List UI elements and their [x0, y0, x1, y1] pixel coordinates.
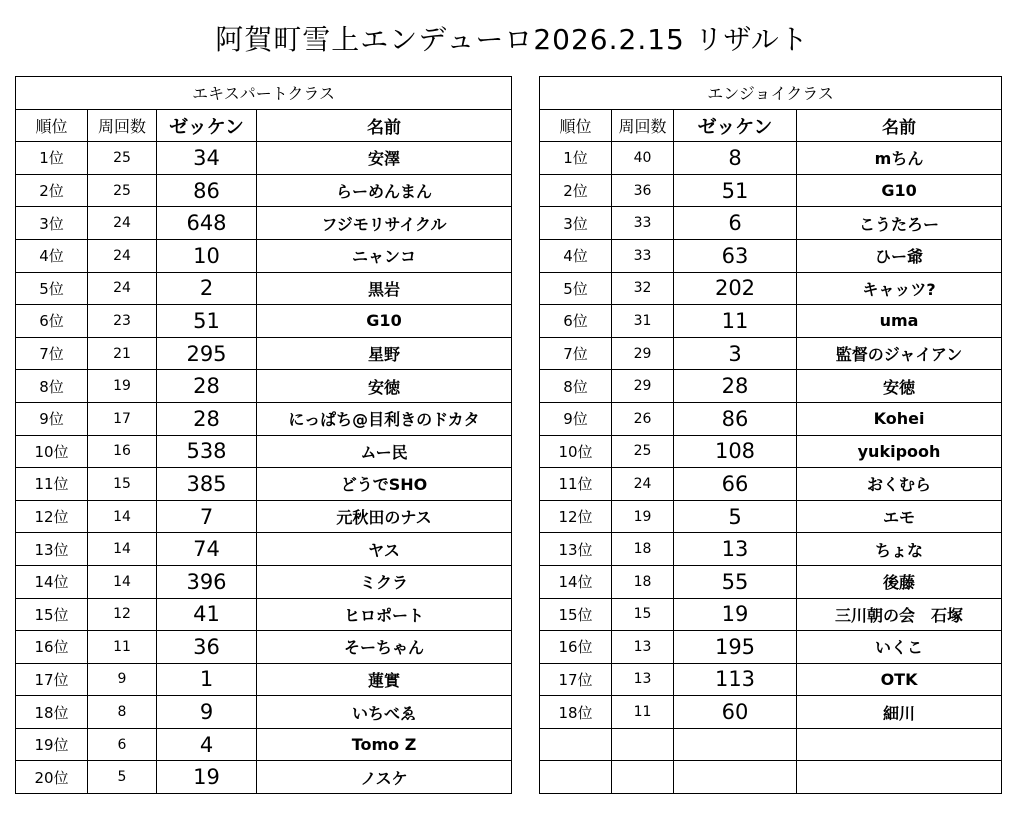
rank-cell: [540, 728, 612, 761]
number-cell: 113: [674, 663, 797, 696]
result-row: [16, 533, 512, 566]
laps-cell: 19: [88, 370, 157, 403]
number-cell: 202: [674, 272, 797, 305]
number-cell: 11: [674, 305, 797, 338]
result-row: [16, 696, 512, 729]
number-cell: 74: [157, 533, 257, 566]
rank-cell: 6位: [540, 305, 612, 338]
rank-cell: 20位: [16, 761, 88, 794]
result-row: [16, 370, 512, 403]
result-row: [16, 631, 512, 664]
number-cell: 55: [674, 565, 797, 598]
rank-cell: 15位: [540, 598, 612, 631]
header-name: 名前: [797, 109, 1002, 142]
number-cell: 13: [674, 533, 797, 566]
laps-cell: 15: [612, 598, 674, 631]
laps-cell: 6: [88, 728, 157, 761]
number-cell: 295: [157, 337, 257, 370]
number-cell: 41: [157, 598, 257, 631]
name-cell: 蓮實: [257, 663, 512, 696]
name-cell: ムー民: [257, 435, 512, 468]
result-row: [540, 402, 1002, 435]
name-cell: mちん: [797, 142, 1002, 175]
number-cell: 385: [157, 468, 257, 501]
rank-cell: 19位: [16, 728, 88, 761]
laps-cell: 11: [88, 631, 157, 664]
laps-cell: 16: [88, 435, 157, 468]
rank-cell: 8位: [540, 370, 612, 403]
enjoy-results-table: [539, 76, 1002, 794]
name-cell: yukipooh: [797, 435, 1002, 468]
result-row: [540, 468, 1002, 501]
laps-cell: 31: [612, 305, 674, 338]
rank-cell: 12位: [16, 500, 88, 533]
laps-cell: 24: [88, 272, 157, 305]
laps-cell: 24: [88, 207, 157, 240]
name-cell: 元秋田のナス: [257, 500, 512, 533]
name-cell: ちょな: [797, 533, 1002, 566]
result-row: [16, 728, 512, 761]
name-cell: OTK: [797, 663, 1002, 696]
rank-cell: 9位: [540, 402, 612, 435]
header-name: 名前: [257, 109, 512, 142]
name-cell: ヤス: [257, 533, 512, 566]
result-row: [16, 435, 512, 468]
laps-cell: 8: [88, 696, 157, 729]
name-cell: どうでSHO: [257, 468, 512, 501]
header-number: ゼッケン: [674, 109, 797, 142]
number-cell: 2: [157, 272, 257, 305]
laps-cell: 18: [612, 565, 674, 598]
rank-cell: 18位: [16, 696, 88, 729]
rank-cell: 7位: [16, 337, 88, 370]
number-cell: 6: [674, 207, 797, 240]
empty-row: [540, 728, 1002, 761]
rank-cell: [540, 761, 612, 794]
name-cell: らーめんまん: [257, 174, 512, 207]
laps-cell: 5: [88, 761, 157, 794]
result-row: [540, 142, 1002, 175]
rank-cell: 14位: [16, 565, 88, 598]
header-laps: 周回数: [88, 109, 157, 142]
laps-cell: 40: [612, 142, 674, 175]
result-row: [540, 663, 1002, 696]
rank-cell: 3位: [540, 207, 612, 240]
rank-cell: 17位: [540, 663, 612, 696]
result-row: [16, 142, 512, 175]
name-cell: 細川: [797, 696, 1002, 729]
laps-cell: 32: [612, 272, 674, 305]
result-row: [16, 598, 512, 631]
laps-cell: 23: [88, 305, 157, 338]
rank-cell: 15位: [16, 598, 88, 631]
rank-cell: 4位: [540, 239, 612, 272]
laps-cell: 26: [612, 402, 674, 435]
number-cell: 28: [674, 370, 797, 403]
result-row: [16, 272, 512, 305]
name-cell: ノスケ: [257, 761, 512, 794]
laps-cell: 17: [88, 402, 157, 435]
name-cell: 星野: [257, 337, 512, 370]
laps-cell: 13: [612, 631, 674, 664]
number-cell: 5: [674, 500, 797, 533]
rank-cell: 13位: [16, 533, 88, 566]
name-cell: エモ: [797, 500, 1002, 533]
name-cell: こうたろー: [797, 207, 1002, 240]
laps-cell: 29: [612, 370, 674, 403]
result-row: [16, 337, 512, 370]
number-cell: 195: [674, 631, 797, 664]
result-row: [540, 500, 1002, 533]
name-cell: ニャンコ: [257, 239, 512, 272]
rank-cell: 13位: [540, 533, 612, 566]
rank-cell: 10位: [540, 435, 612, 468]
name-cell: uma: [797, 305, 1002, 338]
name-cell: 安徳: [797, 370, 1002, 403]
result-row: [540, 337, 1002, 370]
rank-cell: 8位: [16, 370, 88, 403]
name-cell: Tomo Z: [257, 728, 512, 761]
result-row: [540, 565, 1002, 598]
laps-cell: 29: [612, 337, 674, 370]
laps-cell: 14: [88, 500, 157, 533]
rank-cell: 5位: [540, 272, 612, 305]
result-row: [540, 435, 1002, 468]
enjoy-class-title-row: [540, 77, 1002, 110]
laps-cell: [612, 728, 674, 761]
expert-results-table: [15, 76, 512, 794]
empty-row: [540, 761, 1002, 794]
number-cell: 7: [157, 500, 257, 533]
name-cell: おくむら: [797, 468, 1002, 501]
result-row: [16, 305, 512, 338]
result-row: [540, 305, 1002, 338]
name-cell: G10: [257, 305, 512, 338]
result-row: [540, 174, 1002, 207]
result-row: [540, 696, 1002, 729]
expert-class-title-row: [16, 77, 512, 110]
name-cell: にっぱち@目利きのドカタ: [257, 402, 512, 435]
result-row: [540, 370, 1002, 403]
laps-cell: 25: [88, 174, 157, 207]
result-row: [16, 565, 512, 598]
rank-cell: 12位: [540, 500, 612, 533]
laps-cell: 13: [612, 663, 674, 696]
header-laps: 周回数: [612, 109, 674, 142]
name-cell: 監督のジャイアン: [797, 337, 1002, 370]
result-row: [16, 468, 512, 501]
number-cell: 648: [157, 207, 257, 240]
laps-cell: 24: [88, 239, 157, 272]
number-cell: 86: [157, 174, 257, 207]
result-row: [16, 239, 512, 272]
header-rank: 順位: [540, 109, 612, 142]
result-row: [16, 174, 512, 207]
result-row: [16, 761, 512, 794]
result-row: [16, 207, 512, 240]
laps-cell: 33: [612, 239, 674, 272]
name-cell: 黒岩: [257, 272, 512, 305]
number-cell: [674, 761, 797, 794]
laps-cell: 9: [88, 663, 157, 696]
number-cell: 51: [674, 174, 797, 207]
laps-cell: 21: [88, 337, 157, 370]
laps-cell: 36: [612, 174, 674, 207]
laps-cell: 33: [612, 207, 674, 240]
rank-cell: 3位: [16, 207, 88, 240]
number-cell: 396: [157, 565, 257, 598]
rank-cell: 1位: [540, 142, 612, 175]
header-number: ゼッケン: [157, 109, 257, 142]
number-cell: 9: [157, 696, 257, 729]
number-cell: 60: [674, 696, 797, 729]
name-cell: 後藤: [797, 565, 1002, 598]
number-cell: 34: [157, 142, 257, 175]
number-cell: 19: [674, 598, 797, 631]
name-cell: [797, 761, 1002, 794]
number-cell: 28: [157, 370, 257, 403]
number-cell: 3: [674, 337, 797, 370]
laps-cell: 12: [88, 598, 157, 631]
result-row: [540, 598, 1002, 631]
expert-class-title: エキスパートクラス: [16, 77, 512, 110]
name-cell: [797, 728, 1002, 761]
name-cell: ひー爺: [797, 239, 1002, 272]
rank-cell: 5位: [16, 272, 88, 305]
result-row: [540, 631, 1002, 664]
number-cell: 1: [157, 663, 257, 696]
rank-cell: 10位: [16, 435, 88, 468]
name-cell: いちべゑ: [257, 696, 512, 729]
laps-cell: 19: [612, 500, 674, 533]
rank-cell: 2位: [16, 174, 88, 207]
number-cell: 19: [157, 761, 257, 794]
rank-cell: 2位: [540, 174, 612, 207]
name-cell: ヒロポート: [257, 598, 512, 631]
result-row: [16, 500, 512, 533]
rank-cell: 18位: [540, 696, 612, 729]
rank-cell: 16位: [540, 631, 612, 664]
result-row: [540, 239, 1002, 272]
number-cell: 36: [157, 631, 257, 664]
result-row: [540, 272, 1002, 305]
name-cell: キャッツ?: [797, 272, 1002, 305]
laps-cell: [612, 761, 674, 794]
name-cell: 三川朝の会 石塚: [797, 598, 1002, 631]
number-cell: 108: [674, 435, 797, 468]
header-rank: 順位: [16, 109, 88, 142]
name-cell: 安徳: [257, 370, 512, 403]
rank-cell: 1位: [16, 142, 88, 175]
name-cell: 安澤: [257, 142, 512, 175]
name-cell: Kohei: [797, 402, 1002, 435]
number-cell: [674, 728, 797, 761]
number-cell: 4: [157, 728, 257, 761]
rank-cell: 16位: [16, 631, 88, 664]
result-row: [16, 663, 512, 696]
number-cell: 538: [157, 435, 257, 468]
laps-cell: 18: [612, 533, 674, 566]
number-cell: 28: [157, 402, 257, 435]
laps-cell: 15: [88, 468, 157, 501]
laps-cell: 24: [612, 468, 674, 501]
number-cell: 51: [157, 305, 257, 338]
expert-header-row: [16, 109, 512, 142]
number-cell: 86: [674, 402, 797, 435]
rank-cell: 9位: [16, 402, 88, 435]
laps-cell: 25: [88, 142, 157, 175]
result-row: [540, 207, 1002, 240]
rank-cell: 14位: [540, 565, 612, 598]
name-cell: そーちゃん: [257, 631, 512, 664]
number-cell: 10: [157, 239, 257, 272]
number-cell: 8: [674, 142, 797, 175]
rank-cell: 4位: [16, 239, 88, 272]
rank-cell: 6位: [16, 305, 88, 338]
name-cell: フジモリサイクル: [257, 207, 512, 240]
name-cell: G10: [797, 174, 1002, 207]
laps-cell: 14: [88, 565, 157, 598]
rank-cell: 17位: [16, 663, 88, 696]
rank-cell: 11位: [16, 468, 88, 501]
number-cell: 63: [674, 239, 797, 272]
laps-cell: 11: [612, 696, 674, 729]
page-title: 阿賀町雪上エンデューロ2026.2.15 リザルト: [215, 23, 809, 56]
laps-cell: 25: [612, 435, 674, 468]
number-cell: 66: [674, 468, 797, 501]
laps-cell: 14: [88, 533, 157, 566]
result-row: [540, 533, 1002, 566]
rank-cell: 11位: [540, 468, 612, 501]
name-cell: ミクラ: [257, 565, 512, 598]
rank-cell: 7位: [540, 337, 612, 370]
name-cell: いくこ: [797, 631, 1002, 664]
enjoy-header-row: [540, 109, 1002, 142]
enjoy-class-title: エンジョイクラス: [540, 77, 1002, 110]
result-row: [16, 402, 512, 435]
